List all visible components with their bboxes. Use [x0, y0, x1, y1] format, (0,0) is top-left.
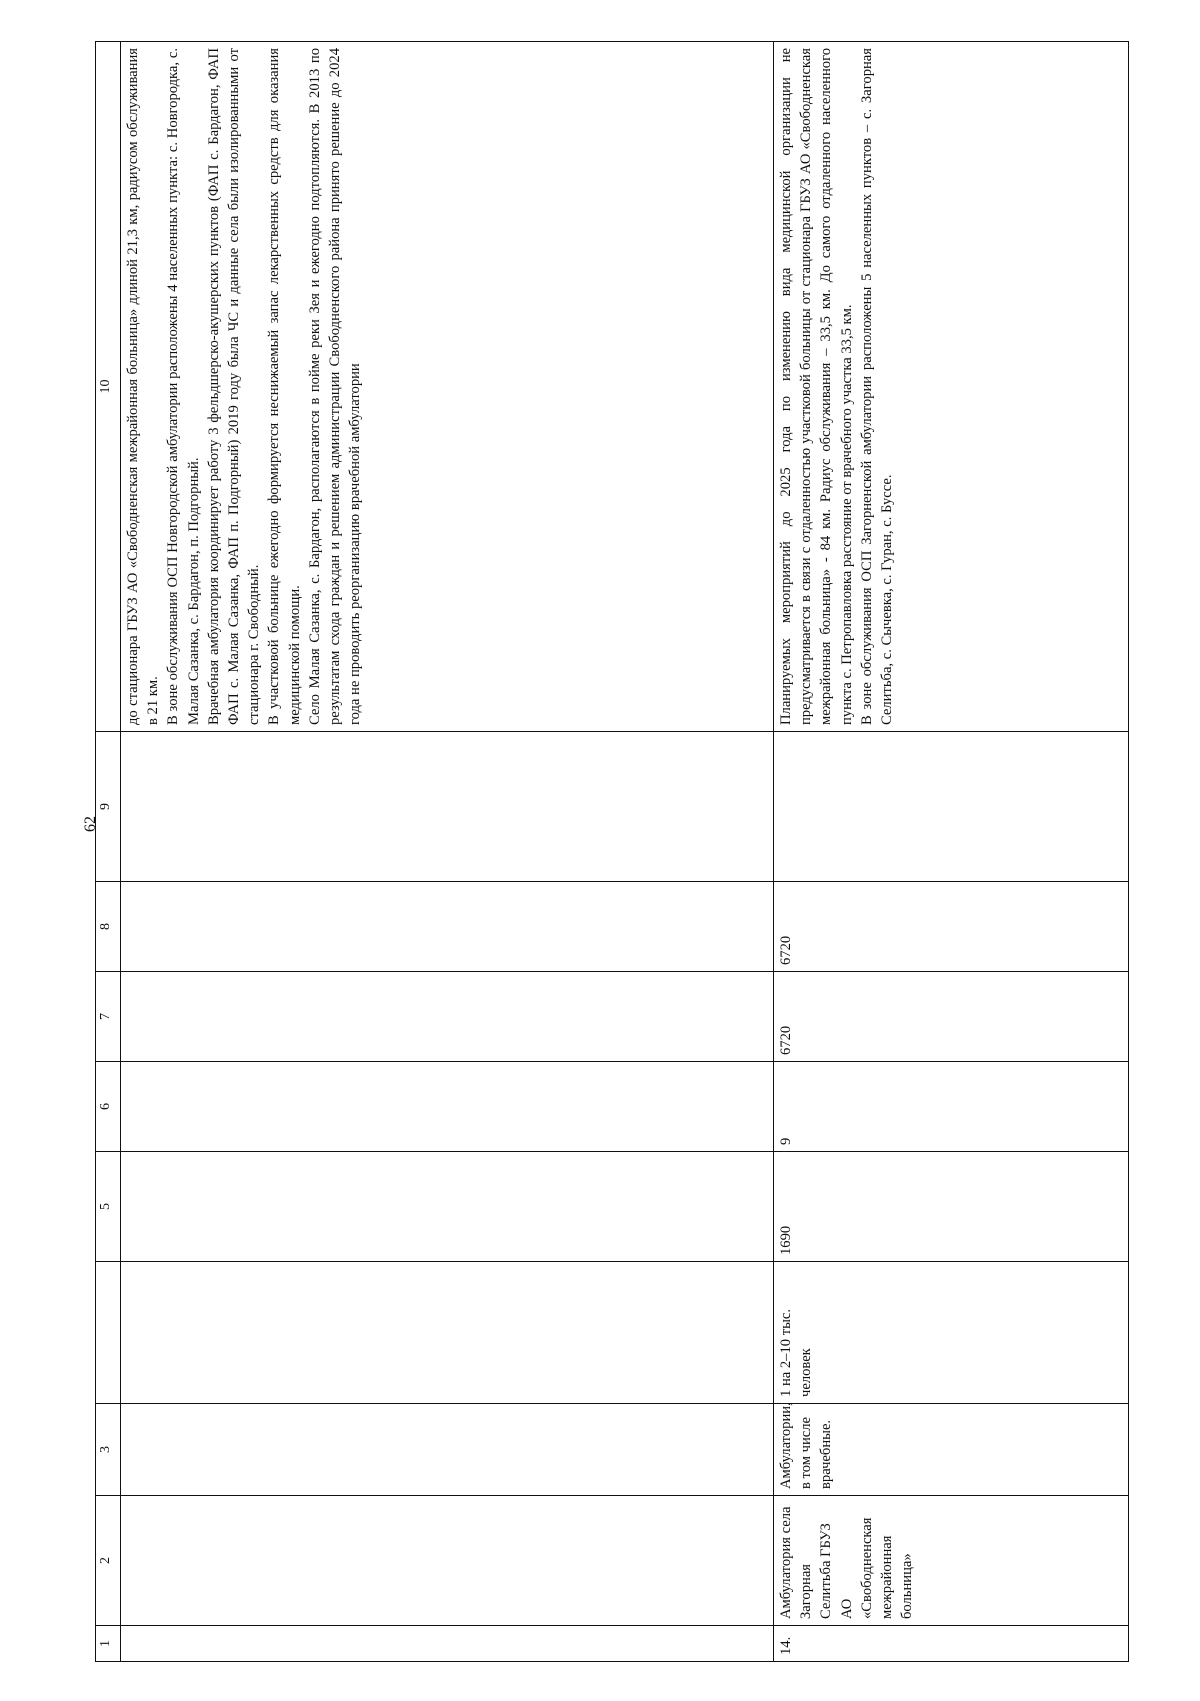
header-cell: 5 — [96, 1152, 121, 1262]
table-cell — [121, 1062, 774, 1152]
row-number-cell: 14. — [774, 1626, 1129, 1662]
header-cell: 7 — [96, 972, 121, 1062]
header-cell: 3 — [96, 1404, 121, 1496]
description-paragraph: Село Малая Сазанка, с. Бардагон, располагаются в пойме реки Зея и ежегодно подтопляются. В 2013 по результатам схода граждан и решением администрации Свободненского района принято решение до 2024 года не проводить реорганизацию врачебной амбулатории — [306, 48, 364, 725]
description-paragraph: В участковой больнице ежегодно формируется неснижаемый запас лекарственных средств для оказания медицинской помощи. — [266, 48, 303, 725]
table-cell — [121, 1404, 774, 1496]
description-paragraph: до стационара ГБУЗ АО «Свободненская межрайонная больница» длиной 21,3 км, радиусом обслуживания в 21 км. — [125, 48, 162, 725]
description-paragraph: В зоне обслуживания ОСП Новгородской амбулатории расположены 4 населенных пункта: с. Новгородка, с. Малая Сазанка, с. Бардагон, п. Подгорный. — [165, 48, 202, 725]
value-cell-8: 6720 — [774, 882, 1129, 972]
description-cell — [774, 42, 1129, 732]
value-cell-6: 9 — [774, 1062, 1129, 1152]
table-cell — [121, 732, 774, 882]
table-cell — [121, 1152, 774, 1262]
table-row-14 — [774, 42, 1129, 1662]
value-cell-9 — [774, 732, 1129, 882]
page-number: 62 — [82, 816, 99, 832]
table-row-continued — [121, 42, 774, 1662]
description-paragraph: В зоне обслуживания ОСП Загорненской амбулатории расположены 5 населенных пунктов – с. Загорная Селитьба, с. Сычевка, с. Гуран, с. Буссе. — [858, 48, 896, 725]
header-cell: 10 — [96, 42, 121, 732]
table-cell — [121, 1496, 774, 1626]
table-cell — [121, 1262, 774, 1404]
header-cell — [96, 1262, 121, 1404]
norm-cell: 1 на 2–10 тыс. человек — [774, 1262, 1129, 1404]
description-paragraph: Врачебная амбулатория координирует работу 3 фельдшерско-акушерских пунктов (ФАП с. Бардагон, ФАП ФАП с. Малая Сазанка, ФАП п. Подгорный) 2019 году была ЧС и данные села были изолированными от стационара г. Свободный. — [205, 48, 263, 725]
facility-name-cell: Амбулатория села Загорная Селитьба ГБУЗ АО «Свободненская межрайонная больница» — [774, 1496, 1129, 1626]
description-cell — [121, 42, 774, 732]
value-cell-7: 6720 — [774, 972, 1129, 1062]
table-cell — [121, 972, 774, 1062]
data-table — [95, 41, 1129, 1662]
rotated-table-wrapper — [95, 42, 1155, 1662]
value-cell-5: 1690 — [774, 1152, 1129, 1262]
header-cell: 1 — [96, 1626, 121, 1662]
header-cell: 6 — [96, 1062, 121, 1152]
table-cell — [121, 882, 774, 972]
description-paragraph: Планируемых мероприятий до 2025 года по изменению вида медицинской организации не предусматривается в связи с отдаленностью участковой больницы от стационара ГБУЗ АО «Свободненская межрайонная больница» - 84 км. Радиус обслуживания – 33,5 км. До самого отдаленного населенного пункта с. Петропавловка расстояние от врачебного участка 33,5 км. — [778, 48, 855, 725]
header-cell: 2 — [96, 1496, 121, 1626]
header-cell: 8 — [96, 882, 121, 972]
facility-type-cell: Амбулатории, в том числе врачебные. — [774, 1404, 1129, 1496]
header-cell: 9 — [96, 732, 121, 882]
table-cell — [121, 1626, 774, 1662]
header-row — [96, 42, 121, 1662]
